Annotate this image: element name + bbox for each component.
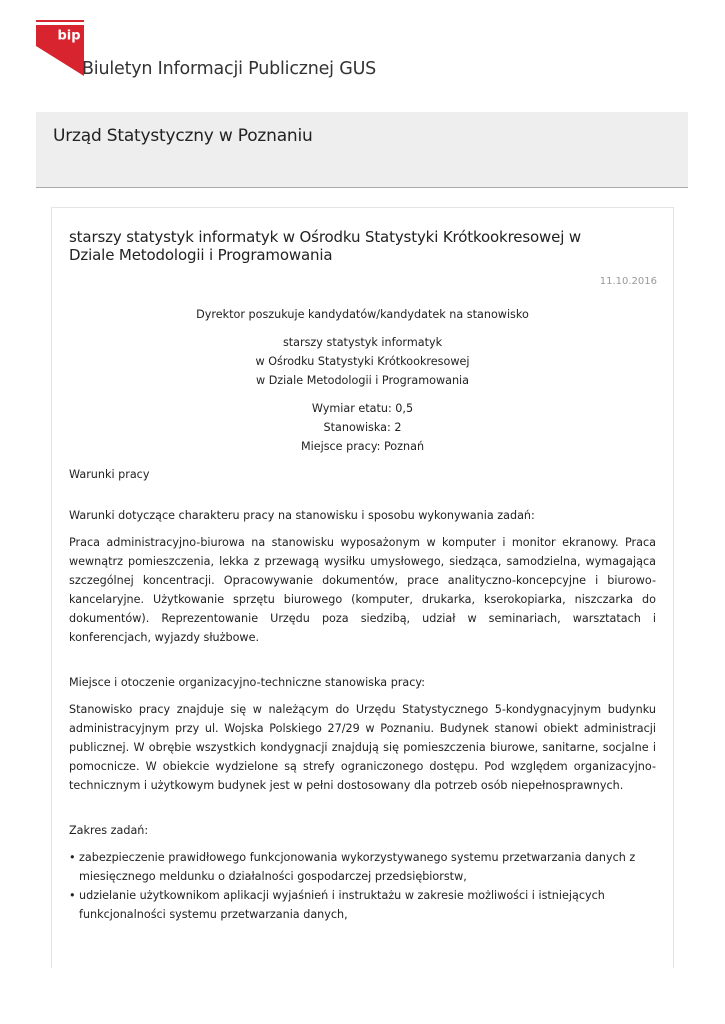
office-name[interactable]: Urząd Statystyczny w Poznaniu <box>53 126 313 146</box>
site-title[interactable]: Biuletyn Informacji Publicznej GUS <box>82 59 377 79</box>
conditions-text-2: Stanowisko pracy znajduje się w należącym do Urzędu Statystycznego 5-kondygnacyjnym budynku administracyjnym przy ul. Wojska Polskiego 27/29 w Poznaniu. Budynek stanowi obiekt administracji publicznej. W obrębie wszystkich kondygnacji znajdują się pomieszczenia biurowe, sanitarne, socjalne i pomocnicze. W obiekcie wydzielone są strefy ograniczonego dostępu. Pod względem organizacyjno-technicznym i użytkowym budynek jest w pełni dostosowany dla potrzeb osób niepełnosprawnych. <box>69 703 656 792</box>
position-line: w Ośrodku Statystyki Krótkookresowej <box>255 355 470 368</box>
conditions-heading: Warunki pracy <box>69 468 150 481</box>
details-block <box>69 399 656 456</box>
article-body <box>69 305 656 924</box>
position-block <box>69 333 656 390</box>
task-text: zabezpieczenie prawidłowego funkcjonowania wykorzystywanego systemu przetwarzania danych z miesięcznego meldunku o działalności gospodarczej przedsiębiorstw, <box>79 851 636 883</box>
task-item <box>69 848 656 886</box>
article-title: starszy statystyk informatyk w Ośrodku Statystyki Krótkookresowej w Dziale Metodologii i Programowania <box>69 228 581 264</box>
detail-line: Wymiar etatu: 0,5 <box>311 402 414 415</box>
bip-logo-wedge <box>36 46 84 76</box>
bullet-icon: • <box>69 851 76 864</box>
detail-line: Miejsce pracy: Poznań <box>300 440 425 453</box>
tasks-heading: Zakres zadań: <box>69 824 149 837</box>
article-date: 11.10.2016 <box>599 276 657 287</box>
article-card <box>51 207 674 968</box>
bullet-icon: • <box>69 889 76 902</box>
detail-line: Stanowiska: 2 <box>323 421 402 434</box>
task-item <box>69 886 656 924</box>
position-line: starszy statystyk informatyk <box>282 336 443 349</box>
bip-logo <box>36 20 84 76</box>
position-line: w Dziale Metodologii i Programowania <box>255 374 469 387</box>
intro-text: Dyrektor poszukuje kandydatów/kandydatek na stanowisko <box>196 308 529 321</box>
conditions-subheading-1: Warunki dotyczące charakteru pracy na stanowisku i sposobu wykonywania zadań: <box>69 509 535 522</box>
bip-logo-text: bip <box>57 28 81 44</box>
office-header <box>36 112 688 188</box>
conditions-subheading-2: Miejsce i otoczenie organizacyjno-techniczne stanowiska pracy: <box>69 676 425 689</box>
tasks-list <box>69 848 656 924</box>
conditions-text-1: Praca administracyjno-biurowa na stanowisku wyposażonym w komputer i monitor ekranowy. Praca wewnątrz pomieszczenia, lekka z przewagą wysiłku umysłowego, siedząca, samodzielna, wymagająca szczególnej koncentracji. Opracowywanie dokumentów, prace analityczno-koncepcyjne i biurowo-kancelaryjne. Użytkowanie sprzętu biurowego (komputer, drukarka, kserokopiarka, niszczarka do dokumentów). Reprezentowanie Urzędu poza siedzibą, udział w seminariach, warsztatach i konferencjach, wyjazdy służbowe. <box>69 536 656 644</box>
bip-logo-topline <box>36 20 84 22</box>
task-text: udzielanie użytkownikom aplikacji wyjaśnień i instruktażu w zakresie możliwości i istniejących funkcjonalności systemu przetwarzania danych, <box>79 889 605 921</box>
